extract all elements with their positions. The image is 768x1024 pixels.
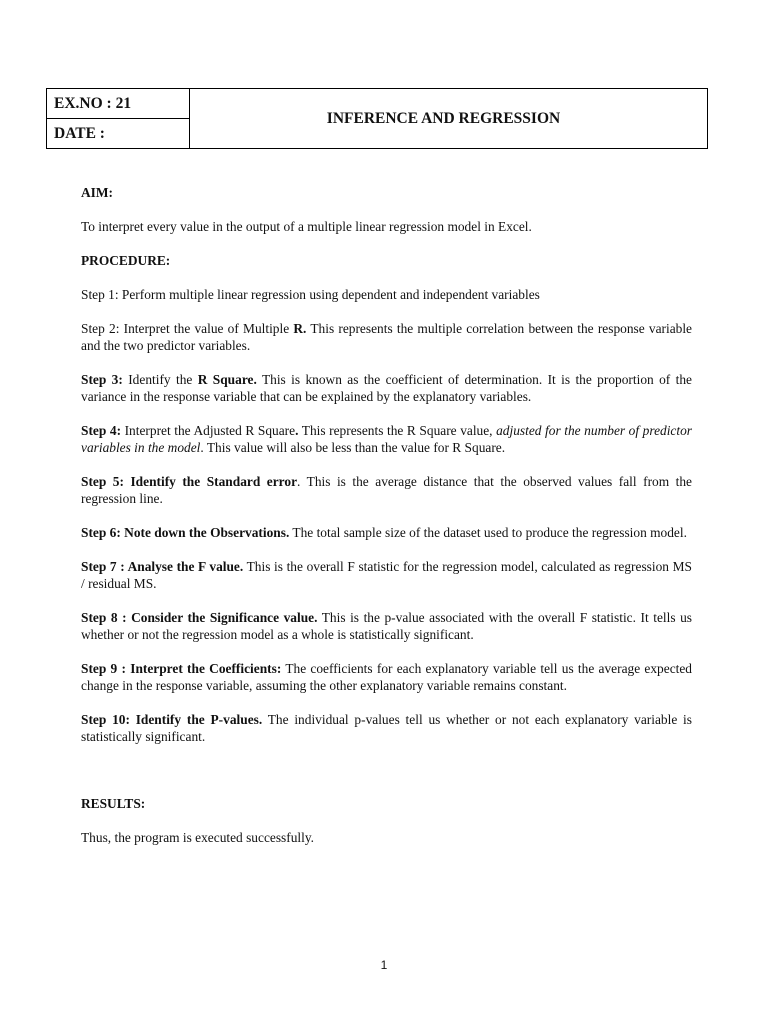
step-4-label: Step 4: — [81, 423, 122, 438]
step-4 — [81, 422, 692, 456]
procedure-heading: PROCEDURE: — [81, 253, 171, 268]
step-4-emphasis: adjusted for the number of predictor variables in the model — [81, 423, 692, 455]
step-9 — [81, 660, 692, 694]
results-text: Thus, the program is executed successfully. — [81, 830, 315, 845]
step-5-text: . This is the average distance that the observed values fall from the regression line. — [81, 474, 693, 506]
step-7-text: This is the overall F statistic for the regression model, calculated as regression MS / residual MS. — [81, 559, 692, 591]
step-7-label: Step 7 : Analyse the F value. — [81, 559, 244, 574]
step-8-text: This is the p-value associated with the overall F statistic. It tells us whether or not the regression model as a whole is statistically significant. — [81, 610, 692, 642]
document-body — [81, 184, 692, 846]
step-4-tail: . This value will also be less than the value for R Square. — [200, 440, 506, 455]
step-10 — [81, 711, 692, 745]
step-3-label: Step 3: — [81, 372, 123, 387]
step-7 — [81, 558, 692, 592]
step-2 — [81, 320, 692, 354]
step-2-text: This represents the multiple correlation between the response variable and the two predictor variables. — [81, 321, 693, 353]
step-6-text: The total sample size of the dataset used to produce the regression model. — [289, 525, 687, 540]
date-field: DATE : — [47, 118, 189, 148]
step-4-intro: Interpret the Adjusted R Square — [121, 423, 296, 438]
step-3-intro: Identify the — [122, 372, 198, 387]
page-number: 1 — [380, 958, 388, 972]
step-10-label: Step 10: Identify the P-values. — [81, 712, 263, 727]
aim-text: To interpret every value in the output of a multiple linear regression model in Excel. — [81, 219, 532, 234]
header-table — [46, 88, 708, 149]
step-6-label: Step 6: Note down the Observations. — [81, 525, 290, 540]
step-5-label: Step 5: Identify the Standard error — [81, 474, 298, 489]
step-8 — [81, 609, 692, 643]
step-2-intro: Step 2: Interpret the value of Multiple — [81, 321, 294, 336]
exercise-number: EX.NO : 21 — [54, 94, 132, 112]
step-3 — [81, 371, 692, 405]
document-title: INFERENCE AND REGRESSION — [326, 109, 561, 127]
step-6 — [81, 524, 692, 541]
step-9-text: The coefficients for each explanatory variable tell us the average expected change in the response variable, assuming the other explanatory variable remains constant. — [81, 661, 692, 693]
step-3-term: R Square. — [197, 372, 257, 387]
header-left-column — [47, 89, 190, 148]
aim-heading: AIM: — [81, 185, 113, 200]
step-1: Step 1: Perform multiple linear regression using dependent and independent variables — [81, 287, 540, 302]
step-3-text: This is known as the coefficient of determination. It is the proportion of the variance in the response variable that can be explained by the explanatory variables. — [81, 372, 692, 404]
step-5 — [81, 473, 692, 507]
step-4-period: . — [295, 423, 299, 438]
step-2-term: R. — [293, 321, 307, 336]
step-8-label: Step 8 : Consider the Significance value. — [81, 610, 318, 625]
results-heading: RESULTS: — [81, 796, 146, 811]
step-9-label: Step 9 : Interpret the Coefficients: — [81, 661, 282, 676]
step-4-text: This represents the R Square value, — [298, 423, 497, 438]
step-10-text: The individual p-values tell us whether or not each explanatory variable is statistically significant. — [81, 712, 692, 744]
